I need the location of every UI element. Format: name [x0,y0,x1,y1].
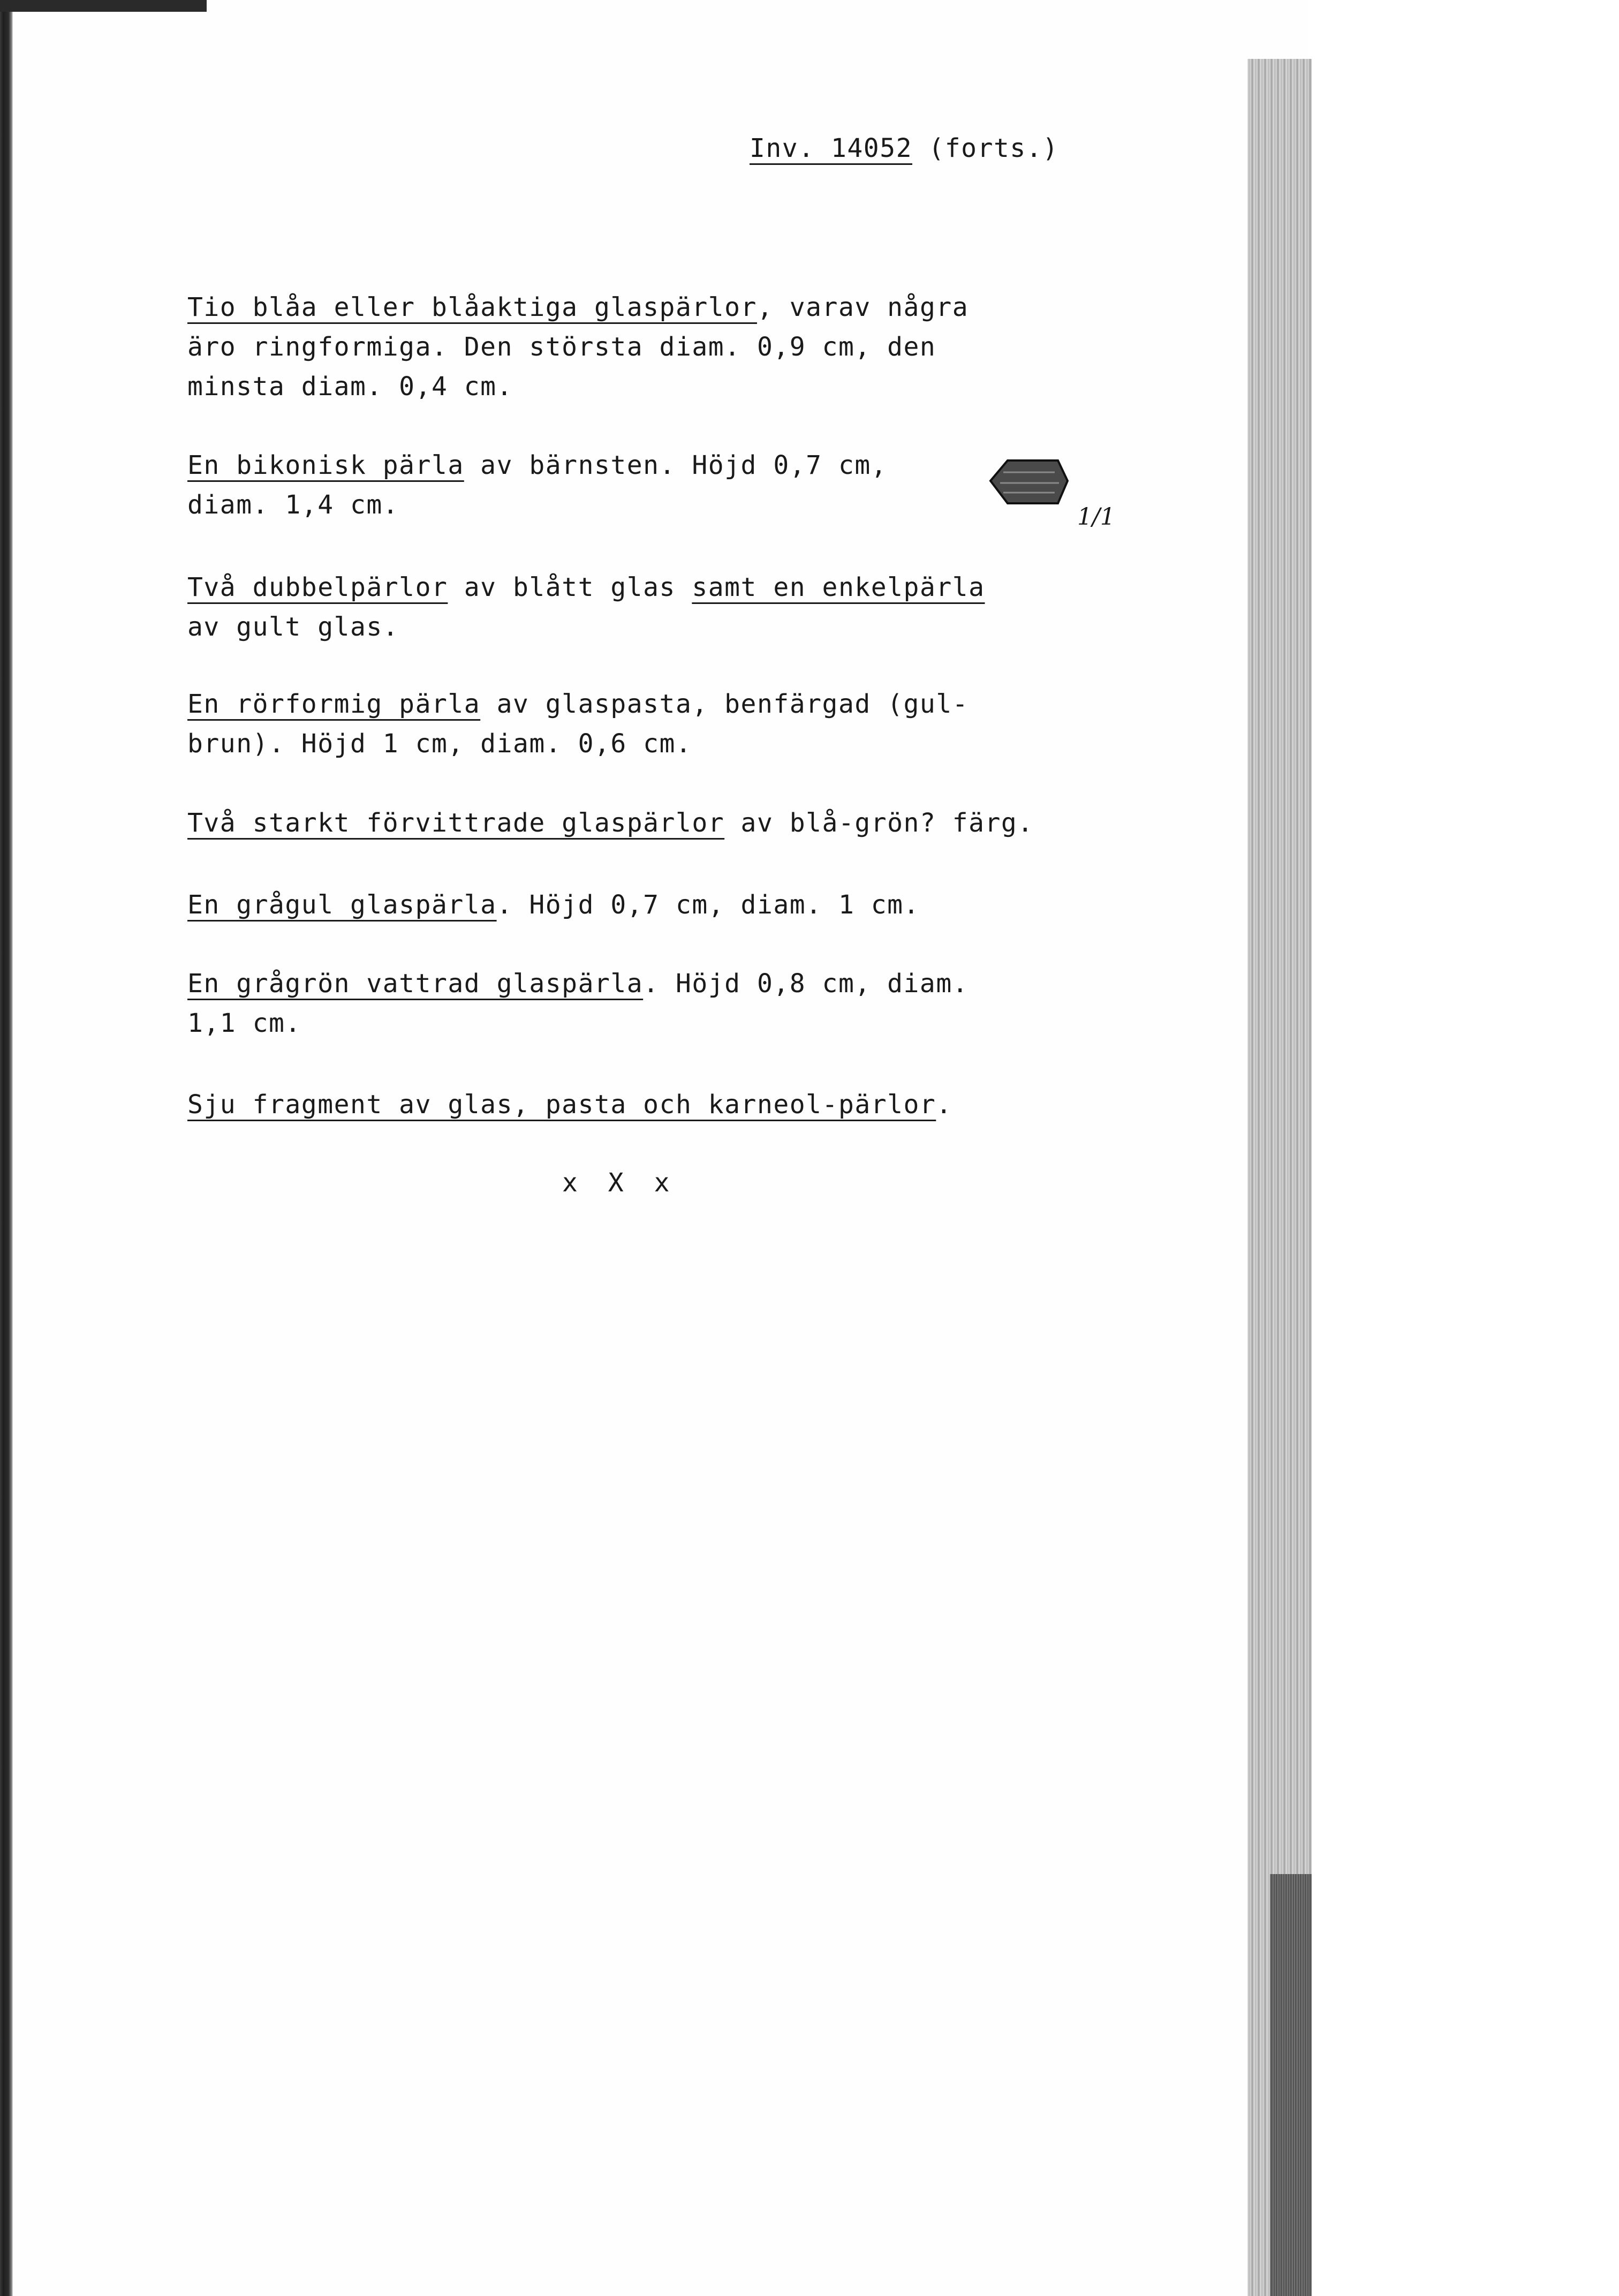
entry-8 [187,1085,952,1124]
entry-text: äro ringformiga. Den största diam. 0,9 cm, den [187,332,936,362]
inventory-suffix: (forts.) [912,133,1059,163]
underlined-title: Tio blåa eller blåaktiga glaspärlor [187,292,757,322]
bead-outline [990,460,1068,503]
underlined-title: samt en enkelpärla [692,572,985,602]
entry-text: av blått glas [448,572,692,602]
scan-top-mark [0,0,207,12]
entry-6 [187,885,920,925]
underlined-title: En rörformig pärla [187,689,481,719]
entry-text: . Höjd 0,7 cm, diam. 1 cm. [496,890,920,920]
entry-line [187,485,887,525]
underlined-title: En grågul glaspärla [187,890,497,920]
entry-line [187,445,887,485]
entry-line [187,724,969,764]
entry-line [187,367,969,406]
underlined-title: En grågrön vattrad glaspärla [187,969,644,999]
entry-text: av glaspasta, benfärgad (gul- [480,689,969,719]
entry-text: av blå-grön? färg. [724,808,1034,838]
underlined-title: En bikonisk pärla [187,450,464,480]
entry-7 [187,964,969,1043]
underlined-title: Två dubbelpärlor [187,572,448,602]
entry-text: 1,1 cm. [187,1008,301,1038]
entry-1 [187,288,969,406]
entry-line [187,568,985,607]
scale-note: 1/1 [1077,503,1115,531]
entry-text: brun). Höjd 1 cm, diam. 0,6 cm. [187,729,692,759]
inventory-header [750,129,1059,168]
entry-3 [187,568,985,647]
entry-5 [187,803,1034,843]
entry-line [187,1003,969,1043]
underlined-title: Sju fragment av glas, pasta och karneol-pärlor [187,1090,936,1120]
entry-text: . [936,1090,952,1120]
entry-text: av gult glas. [187,612,399,642]
entry-line [187,607,985,647]
entry-text: minsta diam. 0,4 cm. [187,372,513,402]
inventory-number: Inv. 14052 [750,133,912,163]
entry-line [187,1085,952,1124]
underlined-title: Två starkt förvittrade glaspärlor [187,808,725,838]
entry-text: , varav några [756,292,969,322]
entry-line [187,288,969,327]
scan-left-edge [0,0,13,2296]
book-page-edges-shadow [1270,1874,1312,2296]
bicone-bead-drawing [985,456,1071,510]
entry-line [187,684,969,724]
entry-4 [187,684,969,764]
entry-text: . Höjd 0,8 cm, diam. [643,969,969,999]
entry-line [187,964,969,1003]
entry-text: diam. 1,4 cm. [187,490,399,520]
end-mark: x X x [562,1168,677,1198]
entry-text: av bärnsten. Höjd 0,7 cm, [464,450,888,480]
entry-line [187,803,1034,843]
entry-line [187,327,969,367]
entry-2 [187,445,887,525]
entry-line [187,885,920,925]
